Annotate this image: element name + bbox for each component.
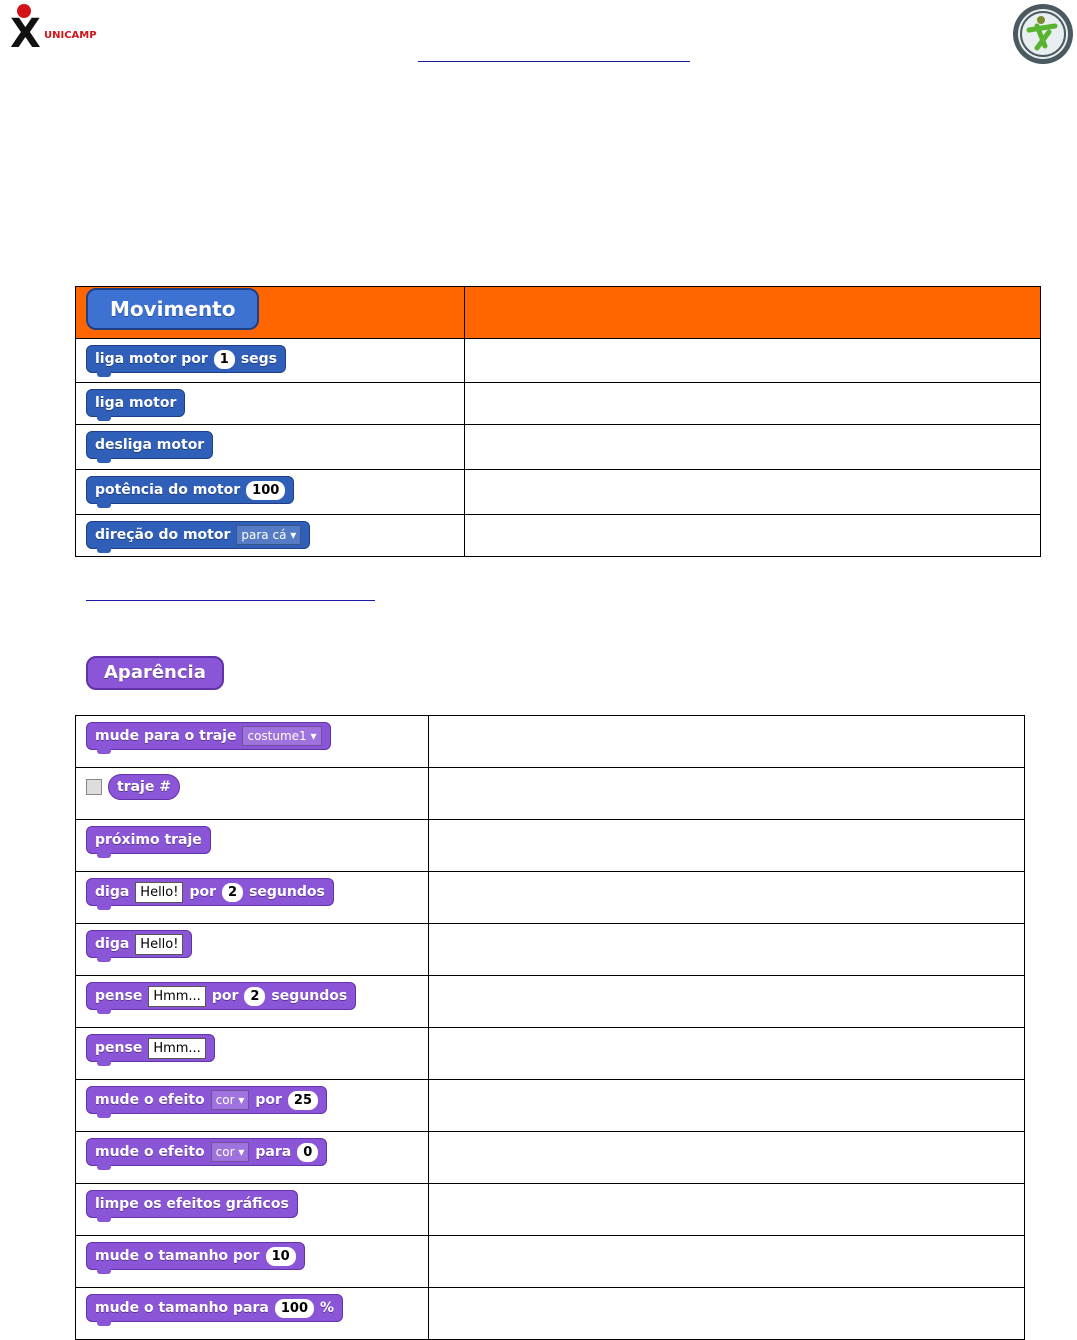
motion-block[interactable] — [86, 345, 286, 373]
block-number-input[interactable]: 1 — [214, 350, 235, 369]
looks-block[interactable] — [86, 1034, 215, 1062]
aparencia-row — [76, 976, 1025, 1028]
aparencia-block-cell — [76, 872, 429, 924]
aparencia-row — [76, 1184, 1025, 1236]
aparencia-row — [76, 1236, 1025, 1288]
aparencia-desc-cell — [429, 872, 1025, 924]
motion-block[interactable] — [86, 476, 294, 504]
block-text-input[interactable]: Hello! — [135, 882, 183, 903]
block-label: para — [255, 1144, 292, 1160]
looks-block[interactable] — [86, 826, 211, 854]
block-label: potência do motor — [95, 482, 241, 498]
aparencia-desc-cell — [429, 768, 1025, 820]
looks-block[interactable] — [108, 774, 180, 800]
block-label: segundos — [271, 988, 348, 1004]
block-number-input[interactable]: 10 — [266, 1247, 296, 1266]
aparencia-row — [76, 1288, 1025, 1340]
aparencia-desc-cell — [429, 1028, 1025, 1080]
section-link-underline — [86, 600, 375, 601]
aparencia-row — [76, 1028, 1025, 1080]
aparencia-block-cell — [76, 976, 429, 1028]
movimento-block-cell — [76, 339, 464, 373]
header-link-underline — [418, 61, 690, 62]
movimento-block-cell — [76, 383, 464, 417]
block-dropdown[interactable]: para cá ▾ — [236, 525, 301, 545]
block-label: % — [320, 1300, 335, 1316]
aparencia-block-cell — [76, 1236, 429, 1288]
aparencia-desc-cell — [429, 1132, 1025, 1184]
block-number-input[interactable]: 25 — [288, 1091, 318, 1110]
looks-block[interactable] — [86, 1242, 305, 1270]
aparencia-block-cell — [76, 1080, 429, 1132]
aparencia-category-button: Aparência — [86, 656, 224, 690]
movimento-block-cell — [76, 515, 464, 549]
motion-block[interactable] — [86, 389, 185, 417]
block-label: por — [211, 988, 239, 1004]
block-label: liga motor por — [95, 351, 208, 367]
motion-block[interactable] — [86, 431, 213, 459]
movimento-desc-cell — [465, 515, 1041, 557]
block-label: pense — [95, 988, 143, 1004]
aparencia-desc-cell — [429, 924, 1025, 976]
aparencia-row — [76, 1080, 1025, 1132]
movimento-header-row — [76, 287, 1041, 339]
aparencia-block-cell — [76, 924, 429, 976]
movimento-desc-cell — [465, 425, 1041, 470]
block-label: traje # — [117, 779, 171, 795]
block-number-input[interactable]: 100 — [246, 481, 285, 500]
looks-block[interactable] — [86, 1086, 327, 1114]
block-label: direção do motor — [95, 527, 231, 543]
aparencia-desc-cell — [429, 820, 1025, 872]
looks-block[interactable] — [86, 1294, 343, 1322]
block-text-input[interactable]: Hmm... — [148, 1038, 206, 1059]
aparencia-row — [76, 716, 1025, 768]
looks-block[interactable] — [86, 1190, 298, 1218]
aparencia-row — [76, 768, 1025, 820]
block-text-input[interactable]: Hello! — [135, 934, 183, 955]
looks-block[interactable] — [86, 982, 356, 1010]
aparencia-block-cell — [76, 768, 429, 820]
block-label: diga — [95, 884, 130, 900]
aparencia-block-cell — [76, 1184, 429, 1236]
block-number-input[interactable]: 0 — [297, 1143, 318, 1162]
movimento-header-cell — [76, 287, 465, 339]
movimento-table — [75, 286, 1041, 557]
movimento-header-desc — [465, 287, 1041, 339]
block-number-input[interactable]: 2 — [222, 883, 243, 902]
aparencia-row — [76, 872, 1025, 924]
block-dropdown[interactable]: cor ▾ — [211, 1090, 250, 1110]
movimento-block-cell — [76, 470, 464, 504]
block-label: mude para o traje — [95, 728, 237, 744]
block-label: por — [255, 1092, 282, 1108]
aparencia-desc-cell — [429, 1080, 1025, 1132]
looks-block[interactable] — [86, 722, 331, 750]
block-label: diga — [95, 936, 130, 952]
aparencia-row — [76, 1132, 1025, 1184]
block-label: desliga motor — [95, 437, 205, 453]
movimento-category-button: Movimento — [86, 288, 259, 330]
block-dropdown[interactable]: costume1 ▾ — [242, 726, 321, 746]
motion-block[interactable] — [86, 521, 310, 549]
block-label: por — [189, 884, 217, 900]
looks-block[interactable] — [86, 878, 334, 906]
block-label: mude o tamanho por — [95, 1248, 260, 1264]
movimento-desc-cell — [465, 339, 1041, 383]
block-label: pense — [95, 1040, 143, 1056]
aparencia-block-cell — [76, 716, 429, 768]
block-label: liga motor — [95, 395, 177, 411]
aparencia-block-cell — [76, 820, 429, 872]
block-label: limpe os efeitos gráficos — [95, 1196, 289, 1212]
block-label: mude o efeito — [95, 1144, 205, 1160]
aparencia-row — [76, 820, 1025, 872]
project-logo-icon — [1011, 2, 1075, 66]
block-label: próximo traje — [95, 832, 202, 848]
logo-x: X — [10, 11, 41, 57]
aparencia-block-cell — [76, 1028, 429, 1080]
block-number-input[interactable]: 100 — [275, 1299, 314, 1318]
block-label: mude o efeito — [95, 1092, 205, 1108]
logo-word: UNICAMP — [44, 30, 97, 41]
block-label: mude o tamanho para — [95, 1300, 269, 1316]
block-dropdown[interactable]: cor ▾ — [211, 1142, 250, 1162]
aparencia-desc-cell — [429, 1288, 1025, 1340]
aparencia-row — [76, 924, 1025, 976]
unicamp-logo — [6, 4, 106, 56]
aparencia-block-cell — [76, 1132, 429, 1184]
block-text-input[interactable]: Hmm... — [148, 986, 206, 1007]
aparencia-desc-cell — [429, 1236, 1025, 1288]
looks-block[interactable] — [86, 930, 192, 958]
aparencia-desc-cell — [429, 1184, 1025, 1236]
movimento-desc-cell — [465, 470, 1041, 515]
looks-block[interactable] — [86, 1138, 327, 1166]
monitor-checkbox[interactable] — [86, 779, 102, 795]
block-label: segs — [240, 351, 278, 367]
block-label: segundos — [249, 884, 325, 900]
aparencia-block-cell — [76, 1288, 429, 1340]
block-number-input[interactable]: 2 — [244, 987, 265, 1006]
movimento-desc-cell — [465, 383, 1041, 425]
movimento-block-cell — [76, 425, 464, 459]
aparencia-table — [75, 715, 1025, 1340]
aparencia-desc-cell — [429, 716, 1025, 768]
aparencia-desc-cell — [429, 976, 1025, 1028]
